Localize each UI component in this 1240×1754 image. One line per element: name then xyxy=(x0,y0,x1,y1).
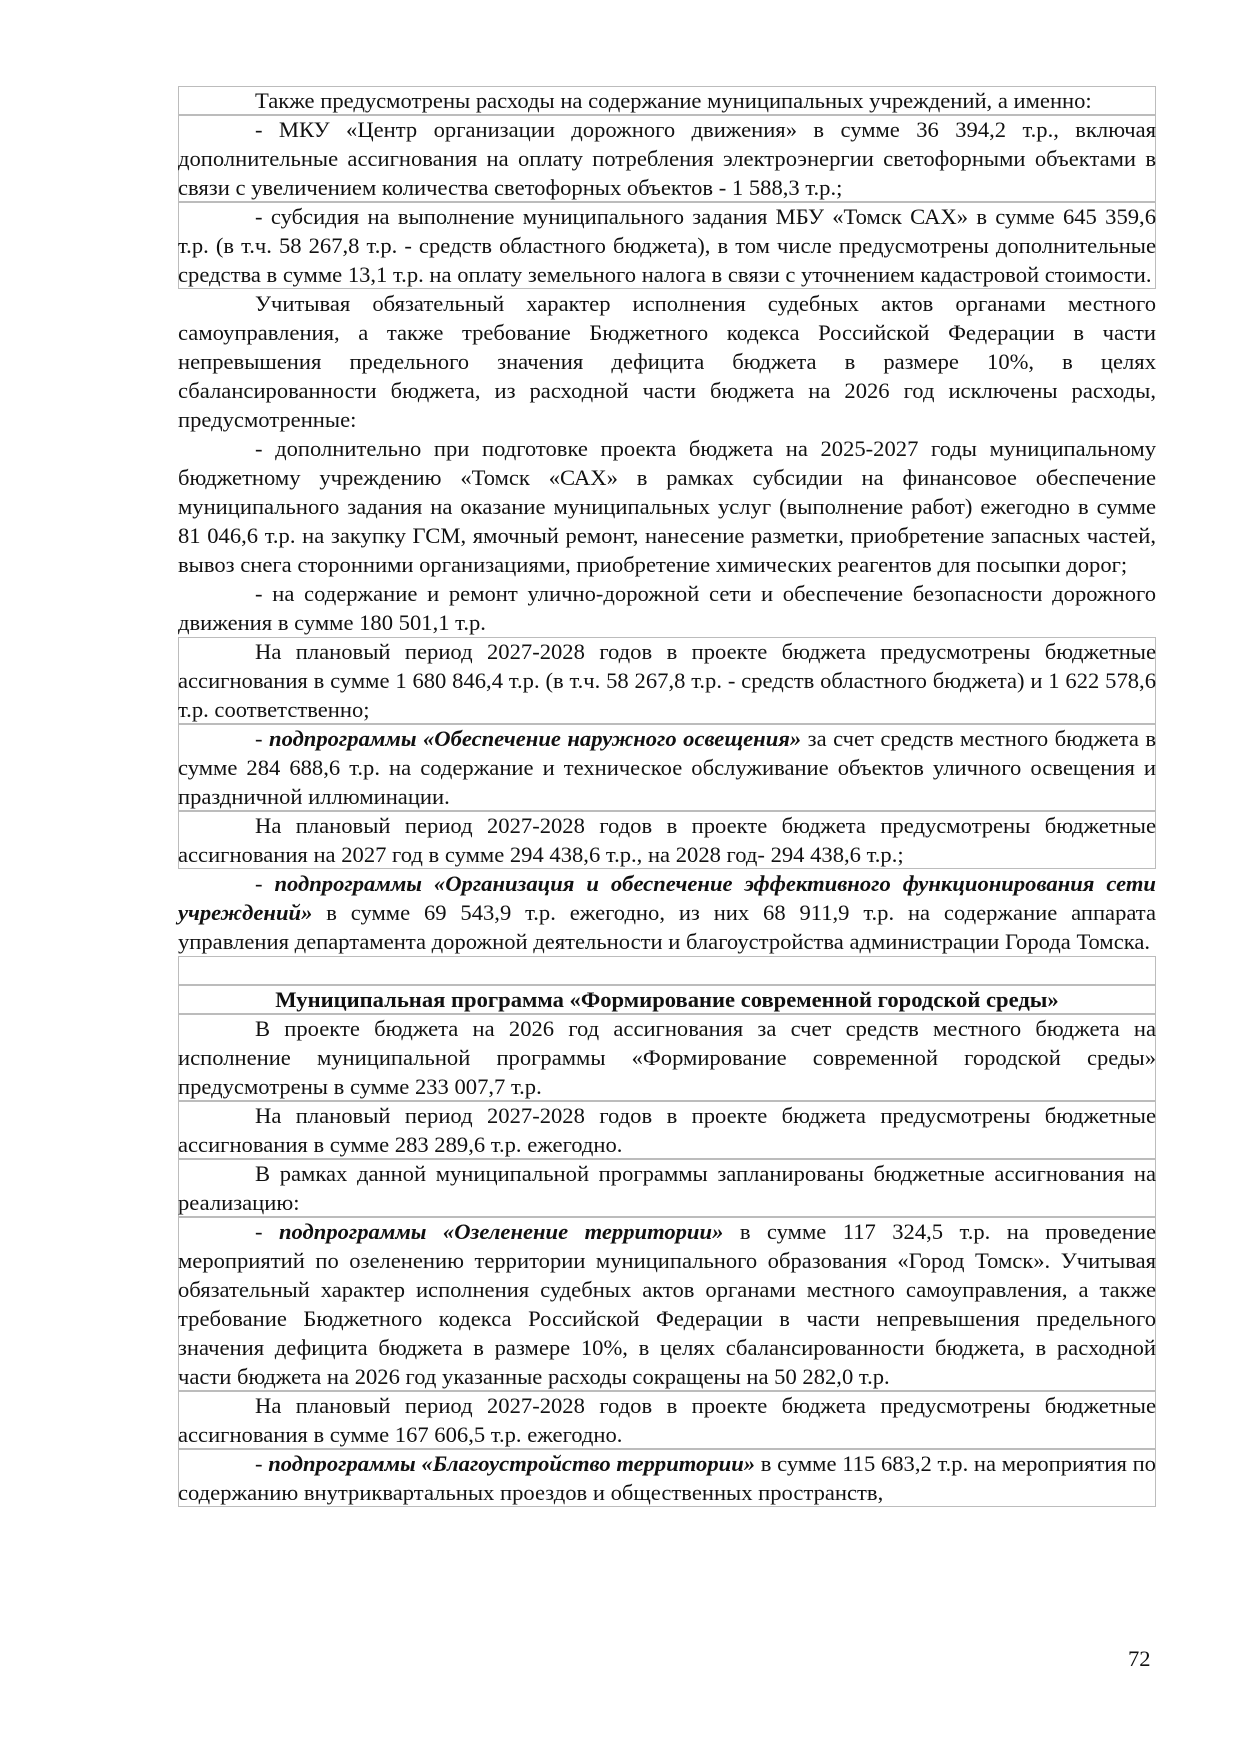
paragraph-institutions-network: - подпрограммы «Организация и обеспечение эффективного функционирования сети учреждений» в сумме 69 543,9 т.р. ежегодно, из них 68 911,9 т.р. на содержание аппарата управления департамента дорожной деятельности и благоустройства администрации Города Томска. xyxy=(178,871,1156,954)
paragraph-urban-env-budget: В проекте бюджета на 2026 год ассигнования за счет средств местного бюджета на исполнение муниципальной программы «Формирование современной городской среды» предусмотрены в сумме 233 007,7 т.р. xyxy=(178,1016,1156,1099)
paragraph-landscaping: - подпрограммы «Благоустройство территории» в сумме 115 683,2 т.р. на мероприятия по содержанию внутриквартальных проездов и общественных пространств, xyxy=(178,1451,1156,1505)
paragraph-traffic-center: - МКУ «Центр организации дорожного движения» в сумме 36 394,2 т.р., включая дополнительные ассигнования на оплату потребления электроэнергии светофорными объектами в связи с увеличением количества светофорных объектов - 1 588,3 т.р.; xyxy=(178,117,1156,200)
subprogram-title-greening: подпрограммы «Озеленение территории» xyxy=(278,1219,724,1244)
paragraph-court-acts: Учитывая обязательный характер исполнения судебных актов органами местного самоуправления, а также требование Бюджетного кодекса Российской Федерации в части непревышения предельного значения дефицита бюджета в размере 10%, в целях сбалансированности бюджета, из расходной части бюджета на 2026 год исключены расходы, предусмотренные: xyxy=(178,291,1156,432)
paragraph-excluded-additional: - дополнительно при подготовке проекта бюджета на 2025-2027 годы муниципальному бюджетному учреждению «Томск «САХ» в рамках субсидии на финансовое обеспечение муниципального задания на оказание муниципальных услуг (выполнение работ) ежегодно в сумме 81 046,6 т.р. на закупку ГСМ, ямочный ремонт, нанесение разметки, приобретение запасных частей, вывоз снега сторонними организациями, приобретение химических реагентов для посыпки дорог; xyxy=(178,436,1156,577)
paragraph-road-maintenance: - на содержание и ремонт улично-дорожной сети и обеспечение безопасности дорожного движения в сумме 180 501,1 т.р. xyxy=(178,581,1156,635)
section-heading: Муниципальная программа «Формирование современной городской среды» xyxy=(178,985,1156,1014)
subprogram-title-landscaping: подпрограммы «Благоустройство территории» xyxy=(268,1451,756,1476)
paragraph-greening: - подпрограммы «Озеленение территории» в сумме 117 324,5 т.р. на проведение мероприятий по озеленению территории муниципального образования «Город Томск». Учитывая обязательный характер исполнения судебных актов органами местного самоуправления, а также требование Бюджетного кодекса Российской Федерации в части непревышения предельного значения дефицита бюджета в размере 10%, в целях сбалансированности бюджета, в расходной части бюджета на 2026 год указанные расходы сокращены на 50 282,0 т.р. xyxy=(178,1219,1156,1389)
paragraph-planning-period-2: На плановый период 2027-2028 годов в проекте бюджета предусмотрены бюджетные ассигнования на 2027 год в сумме 294 438,6 т.р., на 2028 год- 294 438,6 т.р.; xyxy=(178,813,1156,867)
paragraph-planning-period-1: На плановый период 2027-2028 годов в проекте бюджета предусмотрены бюджетные ассигнования в сумме 1 680 846,4 т.р. (в т.ч. 58 267,8 т.р. - средств областного бюджета) и 1 622 578,6 т.р. соответственно; xyxy=(178,639,1156,722)
subprogram-title-institutions: подпрограммы «Организация и обеспечение эффективного функционирования сети учреждений» xyxy=(178,871,1156,925)
paragraph-planning-period-3: На плановый период 2027-2028 годов в проекте бюджета предусмотрены бюджетные ассигнования в сумме 283 289,6 т.р. ежегодно. xyxy=(178,1103,1156,1157)
document-body xyxy=(178,86,1156,1507)
paragraph-planning-period-4: На плановый период 2027-2028 годов в проекте бюджета предусмотрены бюджетные ассигнования в сумме 167 606,5 т.р. ежегодно. xyxy=(178,1393,1156,1447)
paragraph-outdoor-lighting: - подпрограммы «Обеспечение наружного освещения» за счет средств местного бюджета в сумме 284 688,6 т.р. на содержание и техническое обслуживание объектов уличного освещения и праздничной иллюминации. xyxy=(178,726,1156,809)
paragraph-program-scope: В рамках данной муниципальной программы запланированы бюджетные ассигнования на реализацию: xyxy=(178,1161,1156,1215)
blank-line xyxy=(178,956,1156,985)
paragraph-tomsk-sah-subsidy: - субсидия на выполнение муниципального задания МБУ «Томск САХ» в сумме 645 359,6 т.р. (в т.ч. 58 267,8 т.р. - средств областного бюджета), в том числе предусмотрены дополнительные средства в сумме 13,1 т.р. на оплату земельного налога в связи с уточнением кадастровой стоимости. xyxy=(178,204,1156,287)
subprogram-title-lighting: подпрограммы «Обеспечение наружного освещения» xyxy=(269,726,802,751)
paragraph-institutions-intro: Также предусмотрены расходы на содержание муниципальных учреждений, а именно: xyxy=(178,86,1156,115)
page-number: 72 xyxy=(1128,1646,1151,1671)
